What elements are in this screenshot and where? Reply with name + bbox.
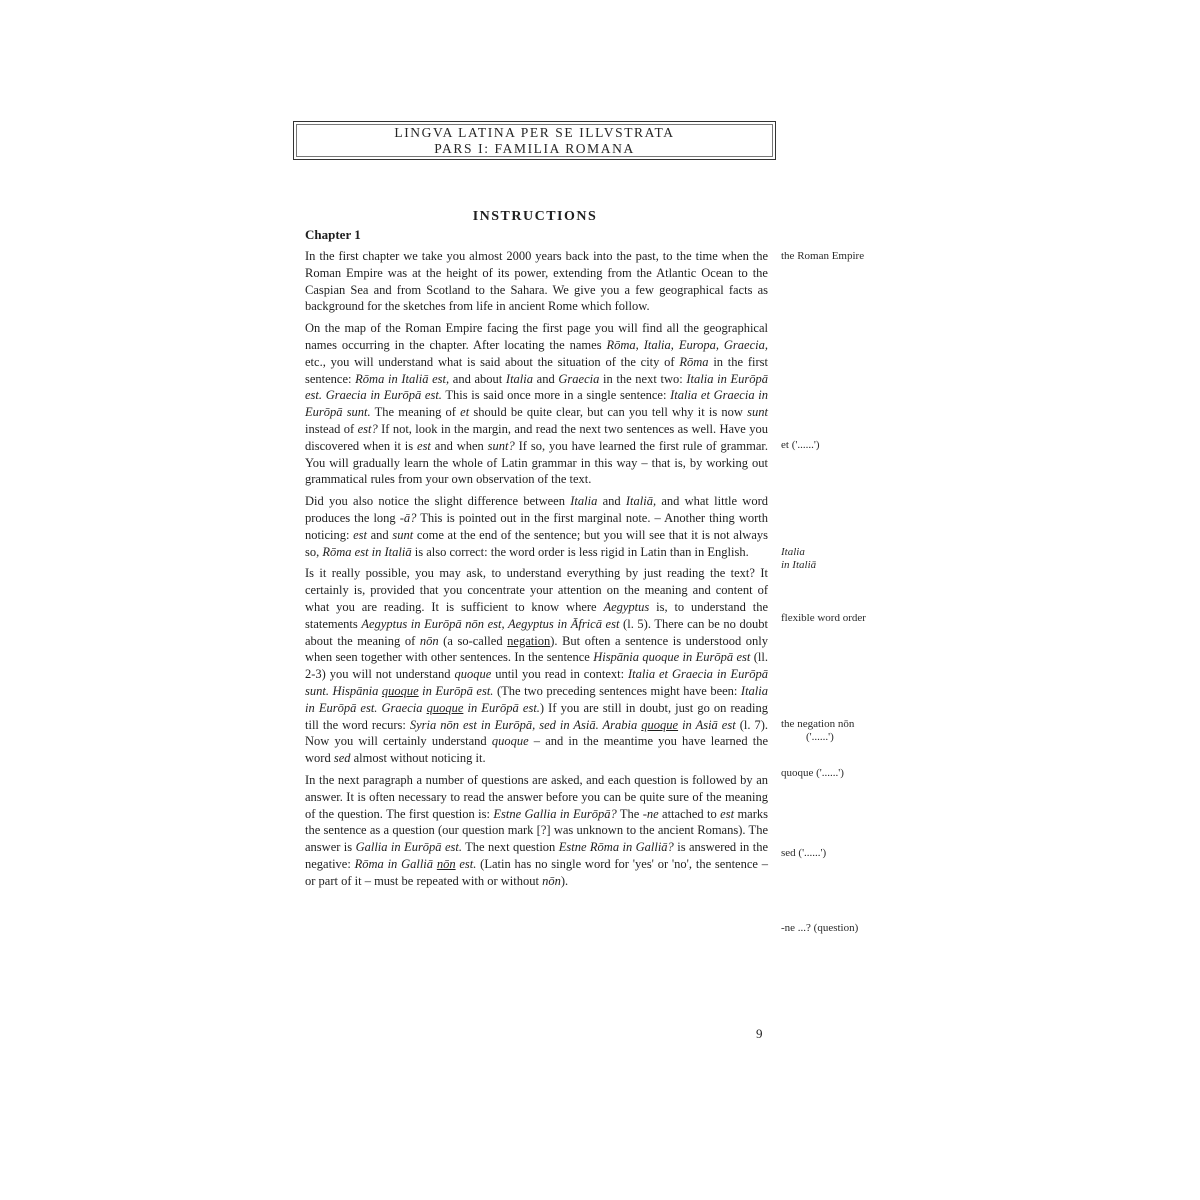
paragraph-4: Is it really possible, you may ask, to understand everything by just reading the text? It certainly is, provided that you concentrate your attention on the meaning and content of what you are reading. It is sufficient to know where Aegyptus is, to understand the statements Aegyptus in Eurōpā nōn est, Aegyptus in Āfricā est (l. 5). There can be no doubt about the meaning of nōn (a so-called negation). But often a sentence is understood only when seen together with other sentences. In the sentence Hispānia quoque in Eurōpā est (ll. 2-3) you will not understand quoque until you read in context: Italia et Graecia in Eurōpā sunt. Hispānia quoque in Eurōpā est. (The two preceding sentences might have been: Italia in Eurōpā est. Graecia quoque in Eurōpā est.) If you are still in doubt, just go on reading till the word recurs: Syria nōn est in Eurōpā, sed in Asiā. Arabia quoque in Asiā est (l. 7). Now you will certainly understand quoque – and in the meantime you have learned the word sed almost without noticing it.: [305, 566, 769, 766]
margin-note-roman-empire: the Roman Empire: [781, 250, 865, 262]
margin-note-negation-gloss: ('......'): [806, 731, 834, 743]
paragraph-1: In the first chapter we take you almost 2000 years back into the past, to the time when the Roman Empire was at the height of its power, extending from the Atlantic Ocean to the Caspian Sea and from Scotland to the Sahara. We give you a few geographical facts as background for the sketches from life in ancient Rome which follow.: [305, 249, 768, 314]
margin-note-sed: sed ('......'): [781, 847, 827, 859]
series-title-box: [293, 121, 776, 160]
margin-note-ne: -ne ...? (question): [781, 922, 859, 934]
paragraph-2: On the map of the Roman Empire facing the first page you will find all the geographical names occurring in the chapter. After locating the names Rōma, Italia, Europa, Graecia, etc., you will understand what is said about the situation of the city of Rōma in the first sentence: Rōma in Italiā est, and about Italia and Graecia in the next two: Italia in Eurōpā est. Graecia in Eurōpā est. This is said once more in a single sentence: Italia et Graecia in Eurōpā sunt. The meaning of et should be quite clear, but can you tell why it is now sunt instead of est? If not, look in the margin, and read the next two sentences as well. Have you discovered when it is est and when sunt? If so, you have learned the first rule of grammar. You will gradually learn the whole of Latin grammar in this way – that is, by working out grammatical rules from your own observation of the text.: [305, 321, 768, 487]
series-title-line1: LINGVA LATINA PER SE ILLVSTRATA: [394, 125, 675, 140]
page-number: 9: [756, 1026, 763, 1041]
margin-note-negation: the negation nōn: [781, 718, 855, 730]
margin-note-et: et ('......'): [781, 439, 820, 451]
margin-note-in-italia: in Italiā: [781, 559, 817, 571]
margin-note-italia: Italia: [781, 546, 805, 558]
margin-note-quoque: quoque ('......'): [781, 767, 844, 779]
paragraph-5: In the next paragraph a number of questions are asked, and each question is followed by an answer. It is often necessary to read the answer before you can be quite sure of the meaning of the question. The first question is: Estne Gallia in Eurōpā? The -ne attached to est marks the sentence as a question (our question mark [?] was unknown to the ancient Romans). The answer is Gallia in Eurōpā est. The next question Estne Rōma in Galliā? is answered in the negative: Rōma in Galliā nōn est. (Latin has no single word for 'yes' or 'no', the sentence – or part of it – must be repeated with or without nōn).: [305, 772, 768, 888]
paragraph-3: Did you also notice the slight difference between Italia and Italiā, and what little word produces the long -ā? This is pointed out in the first marginal note. – Another thing worth noticing: est and sunt come at the end of the sentence; but you will see that it is not always so, Rōma est in Italiā is also correct: the word order is less rigid in Latin than in English.: [305, 494, 768, 559]
main-text: [305, 248, 768, 894]
section-heading: INSTRUCTIONS: [472, 209, 598, 224]
series-title-line2: PARS I: FAMILIA ROMANA: [434, 141, 635, 156]
margin-note-word-order: flexible word order: [781, 612, 866, 624]
chapter-title: Chapter 1: [305, 227, 361, 242]
